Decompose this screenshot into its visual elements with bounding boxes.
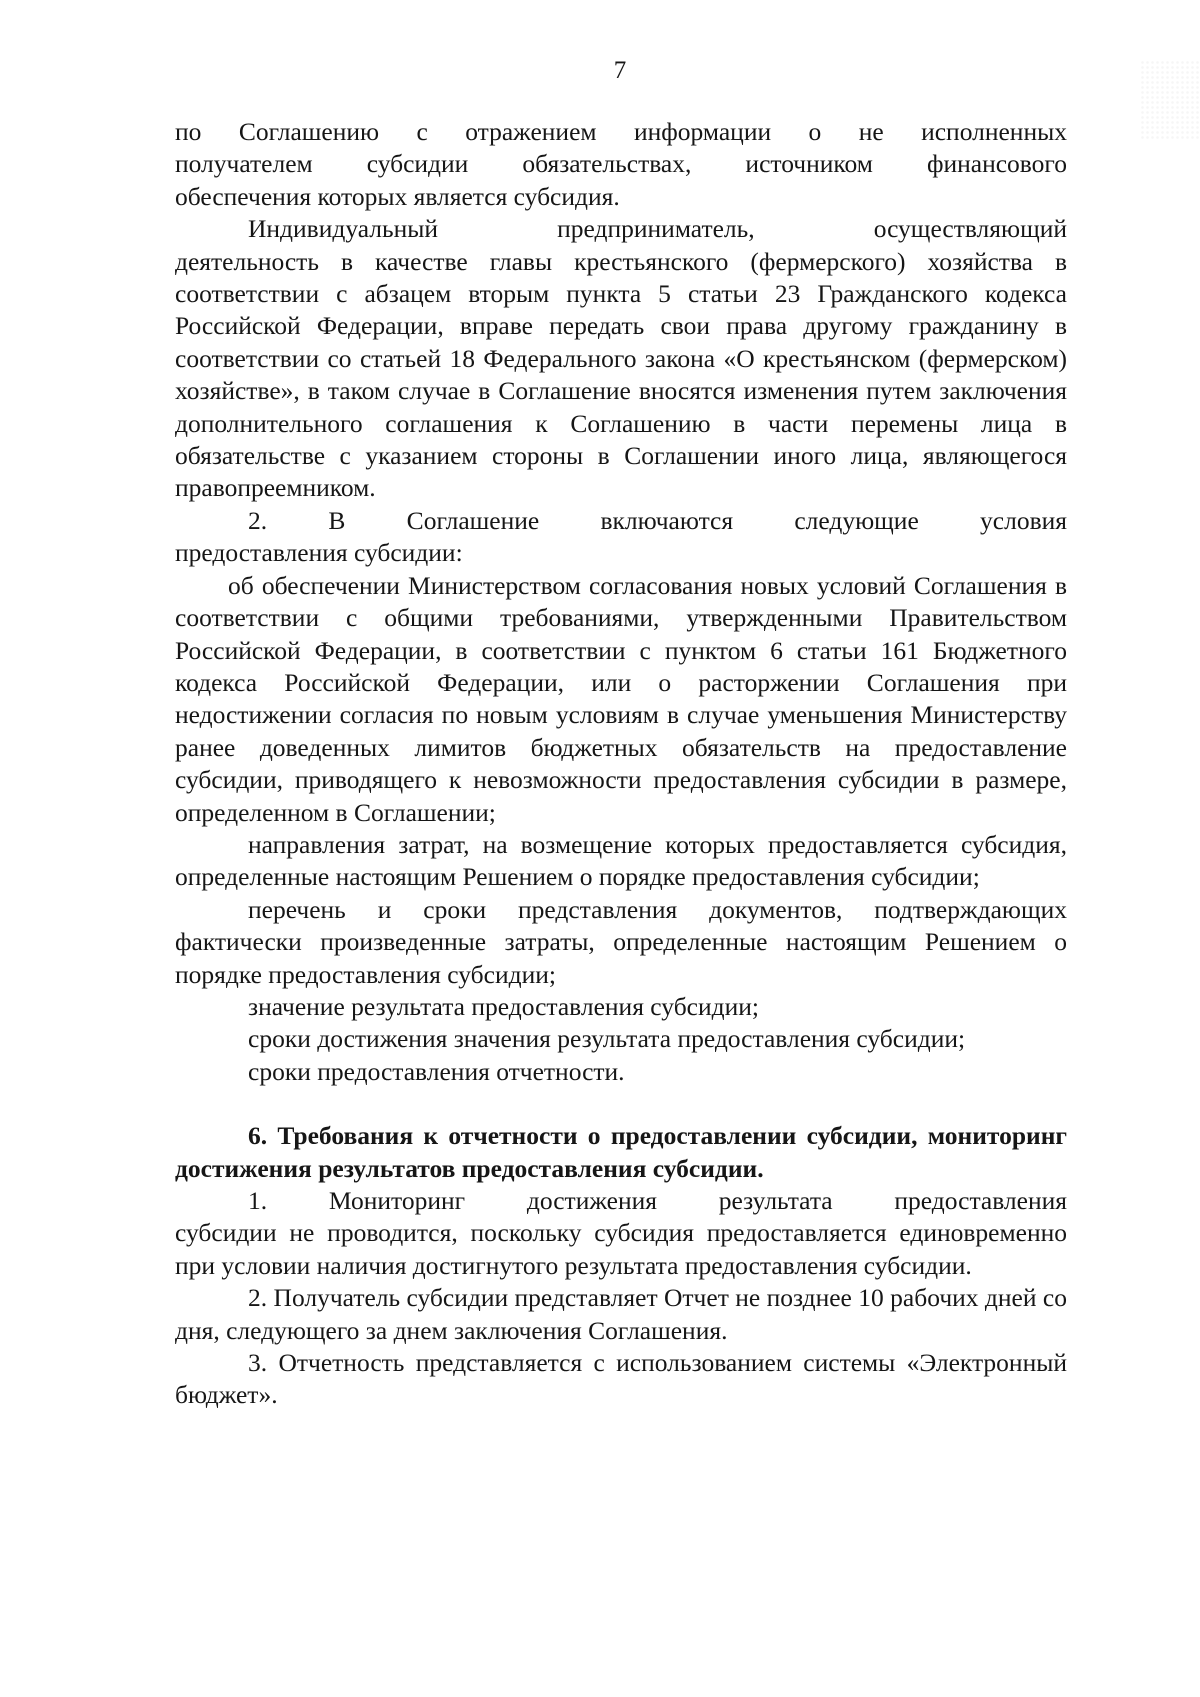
paragraph-line: по Соглашению с отражением информации о не исполненных xyxy=(175,117,1067,146)
list-item: сроки достижения значения результата предоставления субсидии; xyxy=(248,1024,966,1054)
list-item: перечень и сроки представления документов, подтверждающих фактически произведенные затраты, определенные настоящим Решением о порядке предоставления субсидии; xyxy=(175,894,1067,989)
section-gap xyxy=(175,1088,1067,1120)
section-heading: 6. Требования к отчетности о предоставлении субсидии, мониторинг достижения результатов предоставления субсидии. xyxy=(175,1121,1067,1183)
clause-2-text: предоставления субсидии: xyxy=(175,538,463,568)
section-item-text: субсидии не проводится, поскольку субсидия предоставляется единовременно при условии наличия достигнутого результата предоставления субсидии. xyxy=(175,1218,1067,1280)
paragraph-line: обеспечения которых является субсидия. xyxy=(175,181,620,211)
list-item: направления затрат, на возмещение которых предоставляется субсидия, определенные настоящим Решением о порядке предоставления субсидии; xyxy=(175,829,1067,892)
section-item: 2. Получатель субсидии представляет Отчет не позднее 10 рабочих дней со дня, следующего за днем заключения Соглашения. xyxy=(175,1283,1067,1345)
page-number: 7 xyxy=(613,57,627,84)
paragraph-text: деятельность в качестве главы крестьянского (фермерского) хозяйства в соответствии с абзацем вторым пункта 5 статьи 23 Гражданского кодекса Российской Федерации, вправе передать свои права другому гражданину в соответствии со статьей 18 Федерального закона «О крестьянском (фермерском) хозяйстве», в таком случае в Соглашение вносятся изменения путем заключения дополнительного соглашения к Соглашению в части перемены лица в обязательстве с указанием стороны в Соглашении иного лица, являющегося правопреемником. xyxy=(175,246,1067,503)
list-item: значение результата предоставления субсидии; xyxy=(248,991,759,1021)
paragraph-line: получателем субсидии обязательствах, источником финансового xyxy=(175,149,1067,179)
clause-2-first-line: 2. В Соглашение включаются следующие условия xyxy=(248,505,1067,535)
paragraph-first-line: Индивидуальный предприниматель, осуществляющий xyxy=(248,214,1067,244)
list-item: сроки предоставления отчетности. xyxy=(248,1056,625,1086)
document-body xyxy=(175,116,1067,1412)
section-item: 3. Отчетность представляется с использованием системы «Электронный бюджет». xyxy=(175,1348,1067,1410)
section-item-first-line: 1. Мониторинг достижения результата предоставления xyxy=(248,1186,1067,1215)
list-item: об обеспечении Министерством согласования новых условий Соглашения в соответствии с общими требованиями, утвержденными Правительством Российской Федерации, в соответствии с пунктом 6 статьи 161 Бюджетного кодекса Российской Федерации, или о расторжении Соглашения при недостижении согласия по новым условиям в случае уменьшения Министерству ранее доведенных лимитов бюджетных обязательств на предоставление субсидии, приводящего к невозможности предоставления субсидии в размере, определенном в Соглашении; xyxy=(175,570,1067,827)
